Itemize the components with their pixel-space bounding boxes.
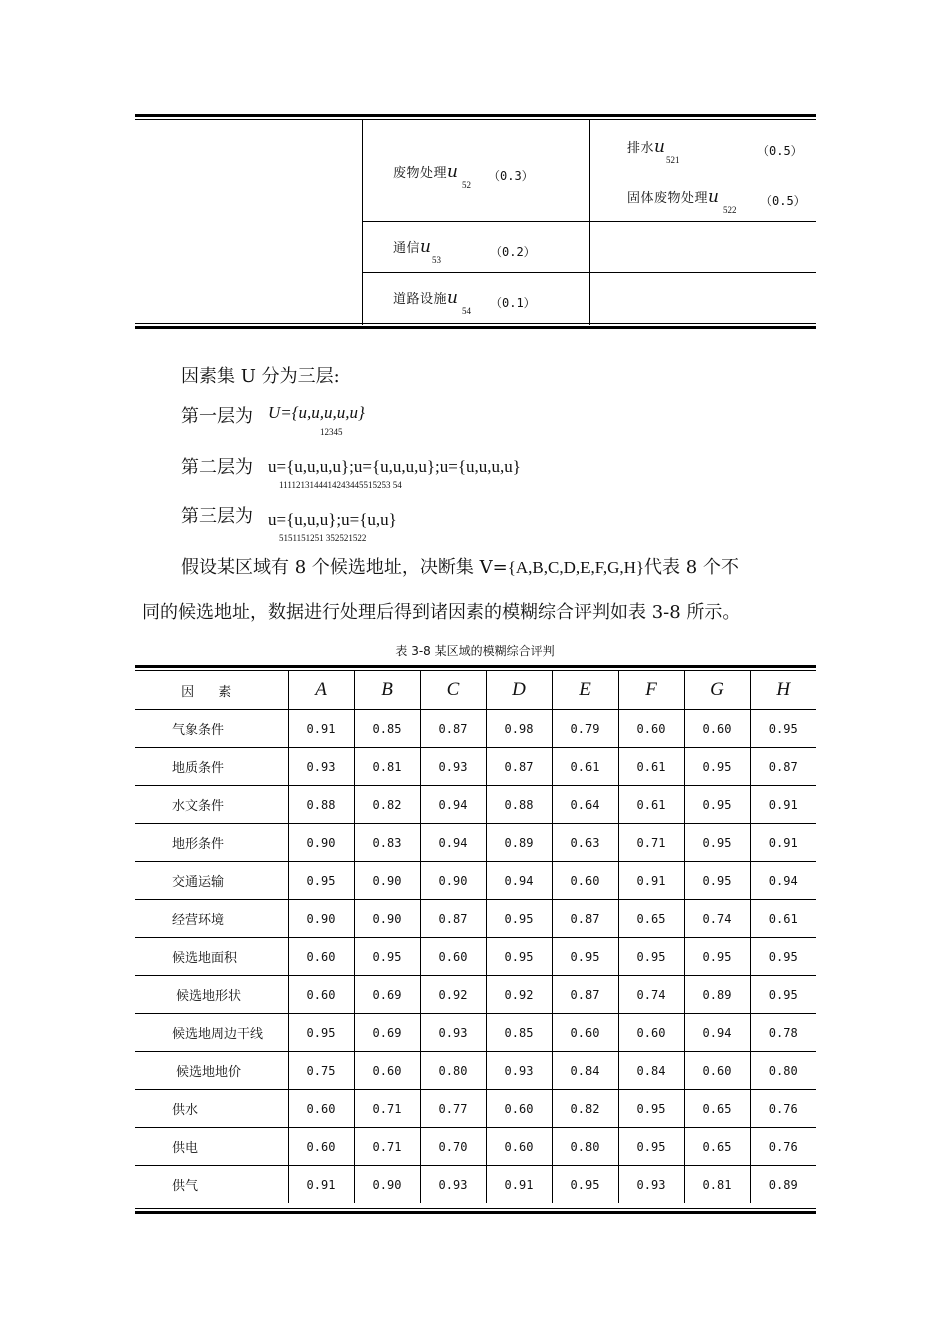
value-cell: 0.90 — [354, 900, 420, 938]
table-row — [135, 1166, 816, 1204]
value-cell: 0.91 — [750, 824, 816, 862]
value-cell: 0.79 — [552, 710, 618, 748]
value-cell: 0.60 — [288, 1128, 354, 1166]
value-cell: 0.82 — [354, 786, 420, 824]
communication-weight: （0.2） — [490, 245, 536, 259]
factor-cell: 候选地地价 — [135, 1052, 288, 1090]
table-caption: 表 3-8 某区域的模糊综合评判 — [395, 644, 555, 658]
table-row — [135, 786, 816, 824]
paragraph-line-1: 假设某区域有 8 个候选地址，决断集 V={A,B,C,D,E,F,G,H}代表 8 个不 — [181, 557, 739, 578]
value-cell: 0.61 — [750, 900, 816, 938]
factor-cell: 候选地面积 — [135, 938, 288, 976]
value-cell: 0.91 — [486, 1166, 552, 1204]
value-cell: 0.95 — [486, 900, 552, 938]
column-header: H — [750, 671, 816, 710]
value-cell: 0.65 — [684, 1090, 750, 1128]
value-cell: 0.84 — [552, 1052, 618, 1090]
value-cell: 0.87 — [552, 976, 618, 1014]
table-row — [135, 824, 816, 862]
value-cell: 0.93 — [420, 1166, 486, 1204]
communication-sub: 53 — [432, 255, 441, 265]
layer2-label: 第二层为 — [181, 457, 253, 478]
factor-cell: 地形条件 — [135, 824, 288, 862]
table-row — [135, 1014, 816, 1052]
factor-cell: 地质条件 — [135, 748, 288, 786]
value-cell: 0.85 — [486, 1014, 552, 1052]
layer1-label: 第一层为 — [181, 406, 253, 427]
value-cell: 0.80 — [750, 1052, 816, 1090]
top-table-top-rule-thin — [135, 119, 816, 120]
value-cell: 0.61 — [618, 748, 684, 786]
value-cell: 0.76 — [750, 1128, 816, 1166]
value-cell: 0.60 — [288, 976, 354, 1014]
value-cell: 0.90 — [354, 862, 420, 900]
value-cell: 0.90 — [288, 900, 354, 938]
value-cell: 0.81 — [684, 1166, 750, 1204]
column-header: D — [486, 671, 552, 710]
value-cell: 0.60 — [288, 938, 354, 976]
value-cell: 0.75 — [288, 1052, 354, 1090]
main-table-bottom-rule — [135, 1211, 816, 1214]
drainage-sub: 521 — [666, 155, 680, 165]
table-row — [135, 1128, 816, 1166]
value-cell: 0.94 — [420, 824, 486, 862]
value-cell: 0.94 — [684, 1014, 750, 1052]
value-cell: 0.87 — [552, 900, 618, 938]
top-table-bottom-rule — [135, 326, 816, 329]
layer3-label: 第三层为 — [181, 506, 253, 527]
value-cell: 0.60 — [420, 938, 486, 976]
column-header: F — [618, 671, 684, 710]
value-cell: 0.69 — [354, 976, 420, 1014]
value-cell: 0.94 — [420, 786, 486, 824]
column-header: G — [684, 671, 750, 710]
value-cell: 0.80 — [420, 1052, 486, 1090]
column-header: C — [420, 671, 486, 710]
value-cell: 0.91 — [288, 710, 354, 748]
value-cell: 0.84 — [618, 1052, 684, 1090]
value-cell: 0.60 — [684, 1052, 750, 1090]
value-cell: 0.98 — [486, 710, 552, 748]
waste-processing-weight: （0.3） — [488, 169, 534, 183]
value-cell: 0.74 — [684, 900, 750, 938]
value-cell: 0.95 — [684, 938, 750, 976]
layer3-expression: u={u,u,u};u={u,u} — [268, 510, 397, 529]
value-cell: 0.88 — [288, 786, 354, 824]
value-cell: 0.61 — [552, 748, 618, 786]
solid-waste-cell: 固体废物处理u — [627, 187, 720, 207]
value-cell: 0.90 — [420, 862, 486, 900]
value-cell: 0.95 — [684, 824, 750, 862]
value-cell: 0.87 — [750, 748, 816, 786]
value-cell: 0.95 — [684, 748, 750, 786]
value-cell: 0.95 — [750, 710, 816, 748]
intro-text: 因素集 U 分为三层: — [181, 366, 340, 387]
value-cell: 0.90 — [288, 824, 354, 862]
factor-cell: 经营环境 — [135, 900, 288, 938]
value-cell: 0.71 — [354, 1128, 420, 1166]
value-cell: 0.65 — [618, 900, 684, 938]
value-cell: 0.71 — [618, 824, 684, 862]
layer3-subscripts: 5151151251 352521522 — [279, 533, 367, 543]
factor-cell: 供水 — [135, 1090, 288, 1128]
table-row — [135, 1052, 816, 1090]
layer2-subscripts: 1111213144414243445515253 54 — [279, 480, 402, 490]
drainage-weight: （0.5） — [757, 144, 803, 158]
value-cell: 0.95 — [684, 786, 750, 824]
factor-cell: 供电 — [135, 1128, 288, 1166]
table-header-row — [135, 671, 816, 710]
value-cell: 0.60 — [288, 1090, 354, 1128]
factor-cell: 交通运输 — [135, 862, 288, 900]
road-facility-weight: （0.1） — [490, 296, 536, 310]
value-cell: 0.63 — [552, 824, 618, 862]
table-row — [135, 1090, 816, 1128]
value-cell: 0.60 — [684, 710, 750, 748]
value-cell: 0.90 — [354, 1166, 420, 1204]
value-cell: 0.94 — [486, 862, 552, 900]
solid-waste-weight: （0.5） — [760, 194, 806, 208]
value-cell: 0.77 — [420, 1090, 486, 1128]
u-symbol: u — [654, 137, 666, 157]
value-cell: 0.69 — [354, 1014, 420, 1052]
top-table-top-rule — [135, 114, 816, 117]
value-cell: 0.74 — [618, 976, 684, 1014]
communication-cell: 通信u — [393, 237, 432, 257]
u-symbol: u — [447, 288, 459, 308]
main-table-top-rule — [135, 665, 816, 668]
top-table-bottom-rule-thin — [135, 323, 816, 324]
top-table-divider-1 — [362, 120, 363, 325]
value-cell: 0.95 — [552, 1166, 618, 1204]
layer1-subscripts: 12345 — [320, 427, 343, 437]
value-cell: 0.70 — [420, 1128, 486, 1166]
column-header: A — [288, 671, 354, 710]
value-cell: 0.76 — [750, 1090, 816, 1128]
drainage-cell: 排水u — [627, 137, 666, 157]
waste-processing-sub: 52 — [462, 180, 471, 190]
value-cell: 0.89 — [486, 824, 552, 862]
column-header: E — [552, 671, 618, 710]
factor-cell: 候选地形状 — [135, 976, 288, 1014]
value-cell: 0.60 — [486, 1128, 552, 1166]
value-cell: 0.93 — [288, 748, 354, 786]
value-cell: 0.81 — [354, 748, 420, 786]
value-cell: 0.88 — [486, 786, 552, 824]
value-cell: 0.92 — [486, 976, 552, 1014]
value-cell: 0.60 — [618, 710, 684, 748]
table-row — [135, 900, 816, 938]
value-cell: 0.65 — [684, 1128, 750, 1166]
value-cell: 0.78 — [750, 1014, 816, 1052]
value-cell: 0.71 — [354, 1090, 420, 1128]
value-cell: 0.60 — [618, 1014, 684, 1052]
paragraph-line-2: 同的候选地址，数据进行处理后得到诸因素的模糊综合评判如表 3-8 所示。 — [142, 602, 741, 623]
value-cell: 0.82 — [552, 1090, 618, 1128]
top-table-row-line-2 — [362, 272, 816, 273]
table-body — [135, 671, 816, 1203]
decision-set: {A,B,C,D,E,F,G,H} — [507, 558, 645, 577]
column-header: B — [354, 671, 420, 710]
value-cell: 0.87 — [420, 900, 486, 938]
top-table-row-line-1 — [362, 221, 816, 222]
table-row — [135, 938, 816, 976]
value-cell: 0.94 — [750, 862, 816, 900]
value-cell: 0.93 — [420, 1014, 486, 1052]
solid-waste-sub: 522 — [723, 205, 737, 215]
value-cell: 0.85 — [354, 710, 420, 748]
layer1-expression: U={u,u,u,u,u} — [268, 403, 365, 422]
value-cell: 0.95 — [288, 1014, 354, 1052]
value-cell: 0.91 — [288, 1166, 354, 1204]
value-cell: 0.80 — [552, 1128, 618, 1166]
value-cell: 0.95 — [354, 938, 420, 976]
value-cell: 0.60 — [354, 1052, 420, 1090]
table-row — [135, 976, 816, 1014]
factor-cell: 水文条件 — [135, 786, 288, 824]
value-cell: 0.93 — [618, 1166, 684, 1204]
u-symbol: u — [447, 162, 459, 182]
value-cell: 0.95 — [552, 938, 618, 976]
u-symbol: u — [420, 237, 432, 257]
value-cell: 0.95 — [750, 976, 816, 1014]
value-cell: 0.93 — [486, 1052, 552, 1090]
value-cell: 0.95 — [750, 938, 816, 976]
value-cell: 0.89 — [684, 976, 750, 1014]
factor-cell: 供气 — [135, 1166, 288, 1204]
top-table-divider-2 — [589, 120, 590, 325]
value-cell: 0.95 — [618, 1090, 684, 1128]
value-cell: 0.60 — [552, 1014, 618, 1052]
value-cell: 0.95 — [618, 1128, 684, 1166]
table-row — [135, 710, 816, 748]
value-cell: 0.91 — [618, 862, 684, 900]
factor-cell: 候选地周边干线 — [135, 1014, 288, 1052]
factor-header: 因 素 — [135, 671, 288, 710]
main-table-bottom-rule-thin — [135, 1208, 816, 1209]
fuzzy-evaluation-table — [135, 671, 816, 1203]
layer2-expression: u={u,u,u,u};u={u,u,u,u};u={u,u,u,u} — [268, 457, 521, 476]
value-cell: 0.89 — [750, 1166, 816, 1204]
road-facility-cell: 道路设施u — [393, 288, 459, 308]
table-row — [135, 862, 816, 900]
value-cell: 0.60 — [486, 1090, 552, 1128]
waste-processing-cell: 废物处理u — [393, 162, 459, 182]
value-cell: 0.93 — [420, 748, 486, 786]
value-cell: 0.95 — [486, 938, 552, 976]
value-cell: 0.95 — [288, 862, 354, 900]
value-cell: 0.87 — [420, 710, 486, 748]
value-cell: 0.87 — [486, 748, 552, 786]
value-cell: 0.95 — [618, 938, 684, 976]
value-cell: 0.92 — [420, 976, 486, 1014]
u-symbol: u — [708, 187, 720, 207]
value-cell: 0.95 — [684, 862, 750, 900]
table-row — [135, 748, 816, 786]
factor-cell: 气象条件 — [135, 710, 288, 748]
value-cell: 0.60 — [552, 862, 618, 900]
road-facility-sub: 54 — [462, 306, 471, 316]
value-cell: 0.91 — [750, 786, 816, 824]
value-cell: 0.83 — [354, 824, 420, 862]
value-cell: 0.61 — [618, 786, 684, 824]
value-cell: 0.64 — [552, 786, 618, 824]
